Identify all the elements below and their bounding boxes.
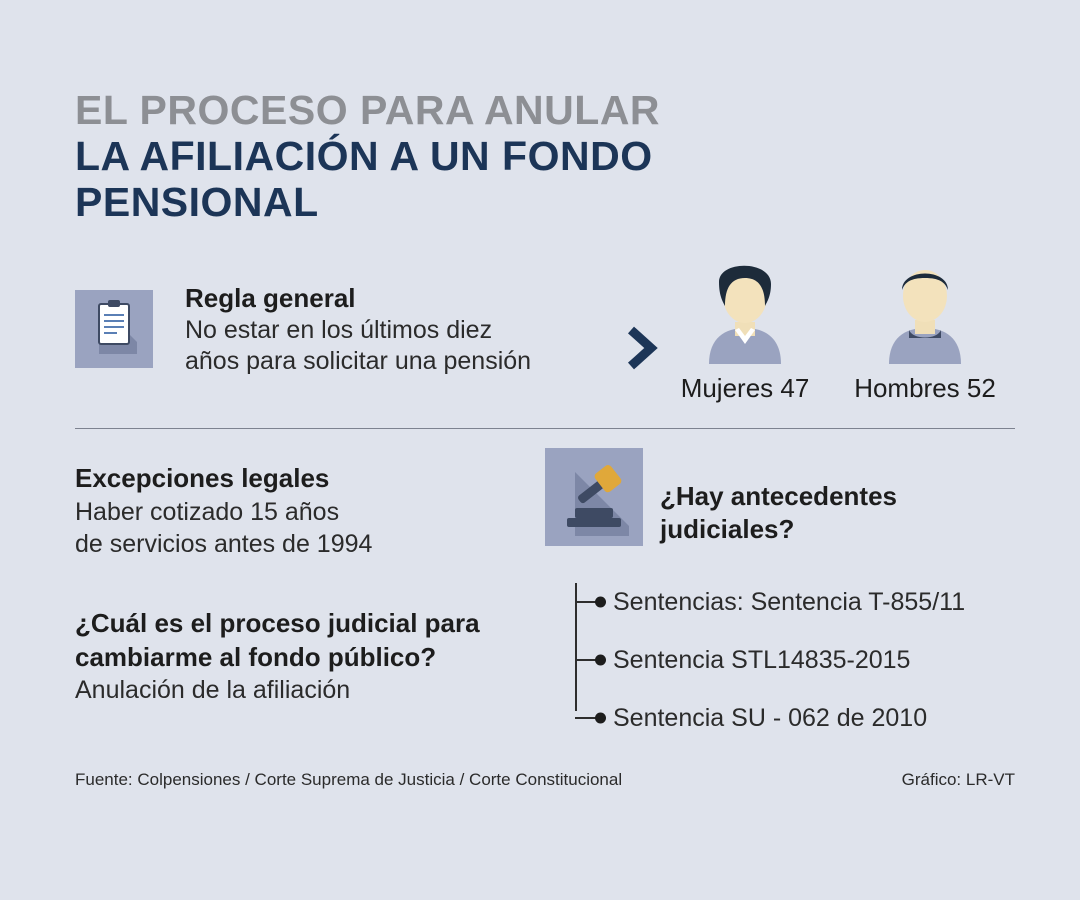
judicial-question-line-2: judiciales? bbox=[660, 513, 795, 544]
women-stat bbox=[655, 252, 835, 404]
title-line-2: LA AFILIACIÓN A UN FONDO bbox=[75, 132, 653, 179]
general-rule-desc-2: años para solicitar una pensión bbox=[185, 346, 532, 375]
list-item bbox=[575, 689, 1045, 747]
chevron-right-icon bbox=[625, 324, 659, 377]
men-label: Hombres 52 bbox=[854, 373, 996, 403]
exceptions-heading: Excepciones legales bbox=[75, 463, 330, 493]
list-item bbox=[575, 631, 1045, 689]
clipboard-icon bbox=[75, 290, 153, 368]
left-column bbox=[75, 462, 545, 707]
process-answer: Anulación de la afiliación bbox=[75, 676, 351, 705]
list-item-label: Sentencia SU - 062 de 2010 bbox=[613, 703, 928, 732]
column-spacer bbox=[75, 561, 545, 607]
general-rule-text bbox=[185, 282, 605, 377]
title-line-1: EL PROCESO PARA ANULAR bbox=[75, 87, 661, 133]
credit-note: Gráfico: LR-VT bbox=[901, 770, 1015, 789]
judicial-question bbox=[660, 480, 1040, 545]
exceptions-line-2: de servicios antes de 1994 bbox=[75, 530, 373, 559]
list-item-label: Sentencias: Sentencia T-855/11 bbox=[613, 587, 966, 616]
list-item-label: Sentencia STL14835-2015 bbox=[613, 645, 911, 674]
women-label: Mujeres 47 bbox=[680, 373, 810, 403]
man-avatar-icon bbox=[875, 252, 975, 364]
bullet-dot-icon bbox=[595, 713, 606, 724]
page-title bbox=[75, 88, 975, 226]
process-heading-2: cambiarme al fondo público? bbox=[75, 641, 437, 672]
title-line-3: PENSIONAL bbox=[75, 178, 319, 225]
source-note: Fuente: Colpensiones / Corte Suprema de Justicia / Corte Constitucional bbox=[75, 770, 623, 789]
men-stat bbox=[835, 252, 1015, 404]
general-rule-heading: Regla general bbox=[185, 283, 356, 313]
list-item bbox=[575, 573, 1045, 631]
section-divider bbox=[75, 428, 1015, 429]
gavel-icon bbox=[545, 448, 643, 546]
judicial-question-line-1: ¿Hay antecedentes bbox=[660, 481, 897, 511]
judicial-list bbox=[575, 573, 1045, 747]
general-rule-desc-1: No estar en los últimos diez bbox=[185, 315, 493, 344]
bullet-dot-icon bbox=[595, 655, 606, 666]
process-heading-1: ¿Cuál es el proceso judicial para bbox=[75, 607, 480, 638]
exceptions-line-1: Haber cotizado 15 años bbox=[75, 497, 340, 526]
bullet-dot-icon bbox=[595, 597, 606, 608]
general-rule-section bbox=[75, 282, 1015, 402]
woman-avatar-icon bbox=[695, 252, 795, 364]
